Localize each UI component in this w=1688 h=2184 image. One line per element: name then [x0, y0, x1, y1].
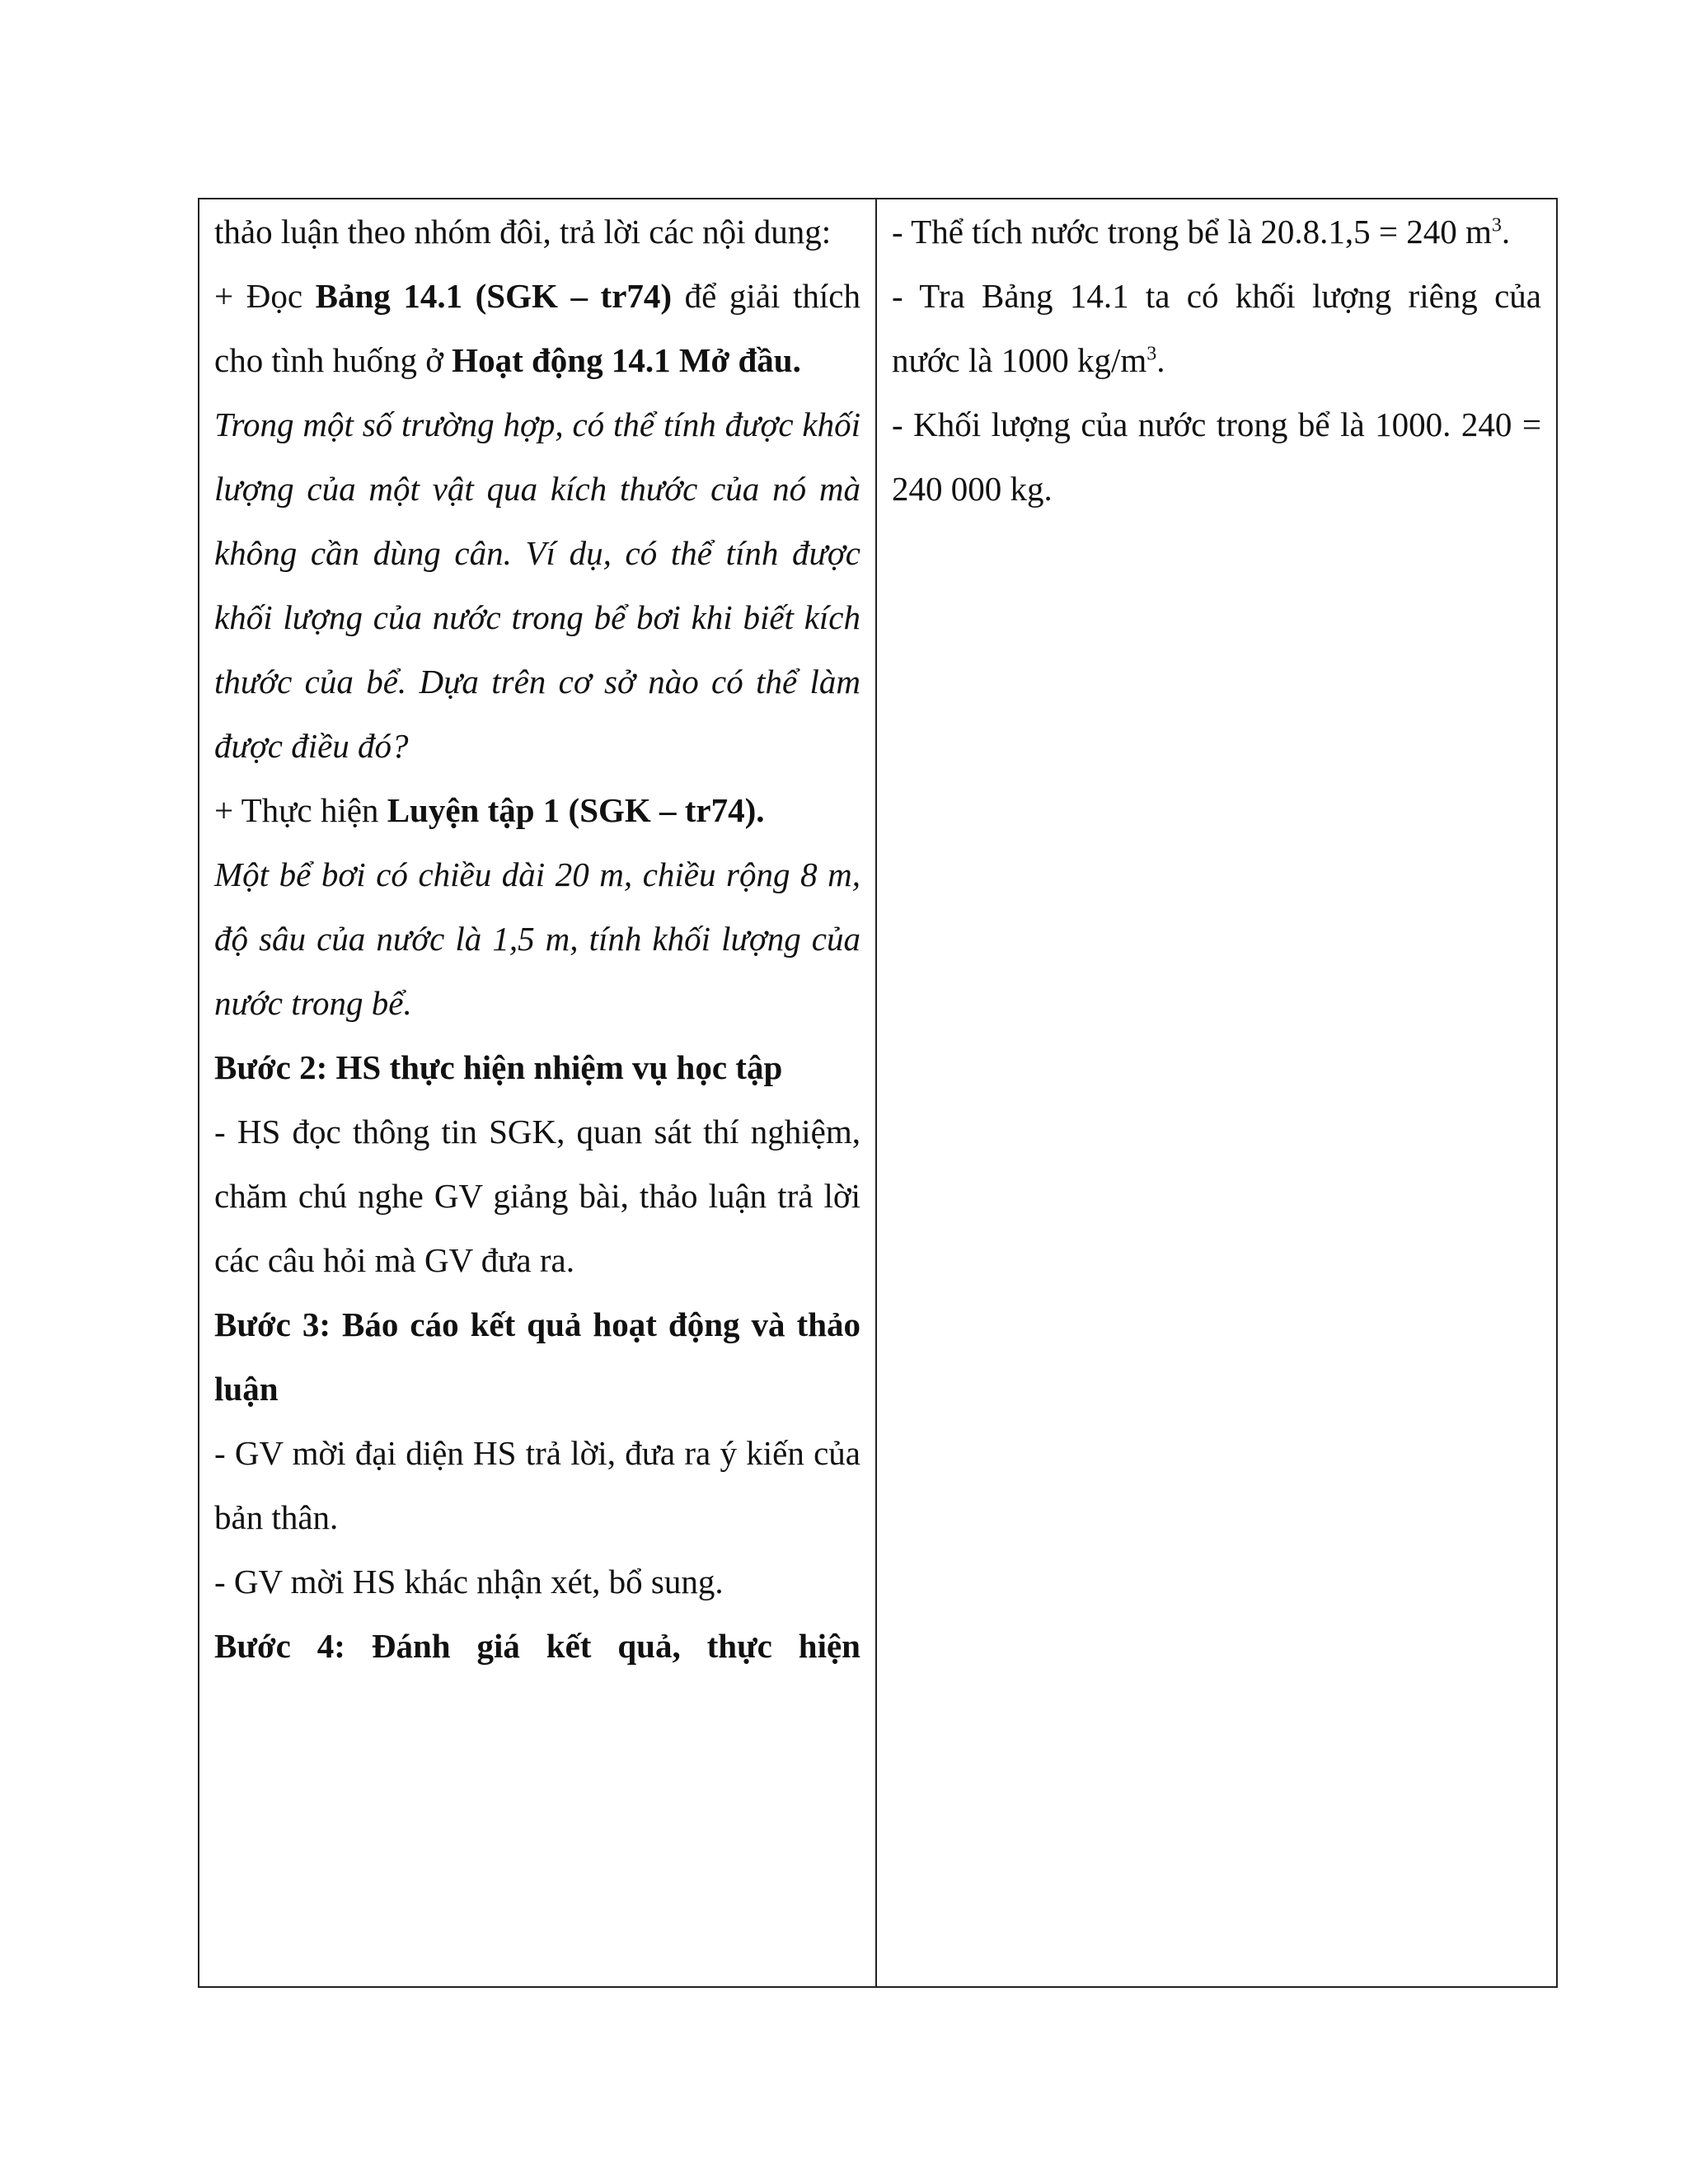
question-text: Trong một số trường hợp, có thể tính được khối lượng của một vật qua kích thước của nó mà không cần dùng cân. Ví dụ, có thể tính được khối lượng của nước trong bể bơi khi biết kích thước của bể. Dựa trên cơ sở nào có thể làm được điều đó? [214, 405, 860, 765]
step-2-text: Bước 2: HS thực hiện nhiệm vụ học tập [214, 1048, 783, 1086]
paragraph-intro [214, 199, 860, 264]
exercise-text: Một bể bơi có chiều dài 20 m, chiều rộng 8 m, độ sâu của nước là 1,5 m, tính khối lượng của nước trong bể. [214, 855, 860, 1022]
paragraph-step-3b [214, 1549, 860, 1614]
exercise-prefix: + Thực hiện [214, 791, 387, 829]
lesson-table [198, 198, 1558, 1988]
step-2-heading [214, 1035, 860, 1099]
table-reference: Bảng 14.1 (SGK – tr74) [315, 277, 673, 315]
paragraph-exercise-text [214, 842, 860, 1035]
paragraph-question [214, 392, 860, 778]
step-3-text: Bước 3: Báo cáo kết quả hoạt động và thảo luận [214, 1305, 860, 1408]
step-3-detail-a: - GV mời đại diện HS trả lời, đưa ra ý kiến của bản thân. [214, 1434, 860, 1536]
expected-result-cell [876, 199, 1557, 1987]
paragraph-read-table [214, 264, 860, 392]
result-volume [892, 199, 1541, 264]
density-end: . [1156, 341, 1165, 379]
volume-end: . [1501, 213, 1511, 251]
volume-exponent: 3 [1491, 214, 1502, 237]
expected-result-content [892, 199, 1541, 521]
result-mass [892, 392, 1541, 521]
step-2-detail: - HS đọc thông tin SGK, quan sát thí nghiệm, chăm chú nghe GV giảng bài, thảo luận trả lời các câu hỏi mà GV đưa ra. [214, 1113, 860, 1279]
step-4-text: Bước 4: Đánh giá kết quả, thực hiện [214, 1627, 860, 1665]
paragraph-exercise [214, 778, 860, 842]
step-3-detail-b: - GV mời HS khác nhận xét, bổ sung. [214, 1563, 724, 1601]
step-3-heading [214, 1292, 860, 1421]
step-4-heading [214, 1614, 860, 1678]
teacher-activity-cell [199, 199, 876, 1987]
paragraph-step-2 [214, 1099, 860, 1292]
activity-reference: Hoạt động 14.1 Mở đầu. [452, 341, 801, 379]
teacher-activity-content [214, 199, 860, 1678]
intro-text: thảo luận theo nhóm đôi, trả lời các nội dung: [214, 213, 832, 251]
read-middle: để giải thích cho tình huống ở [214, 277, 860, 379]
result-density [892, 264, 1541, 392]
exercise-reference: Luyện tập 1 (SGK – tr74). [387, 791, 765, 829]
table-row [199, 199, 1557, 1987]
paragraph-step-3a [214, 1421, 860, 1549]
density-text: - Tra Bảng 14.1 ta có khối lượng riêng của nước là 1000 kg/m [892, 277, 1541, 379]
density-exponent: 3 [1146, 343, 1157, 365]
volume-text: - Thể tích nước trong bể là 20.8.1,5 = 240 m [892, 213, 1492, 251]
mass-text: - Khối lượng của nước trong bể là 1000. 240 = 240 000 kg. [892, 405, 1541, 508]
read-prefix: + Đọc [214, 277, 316, 315]
